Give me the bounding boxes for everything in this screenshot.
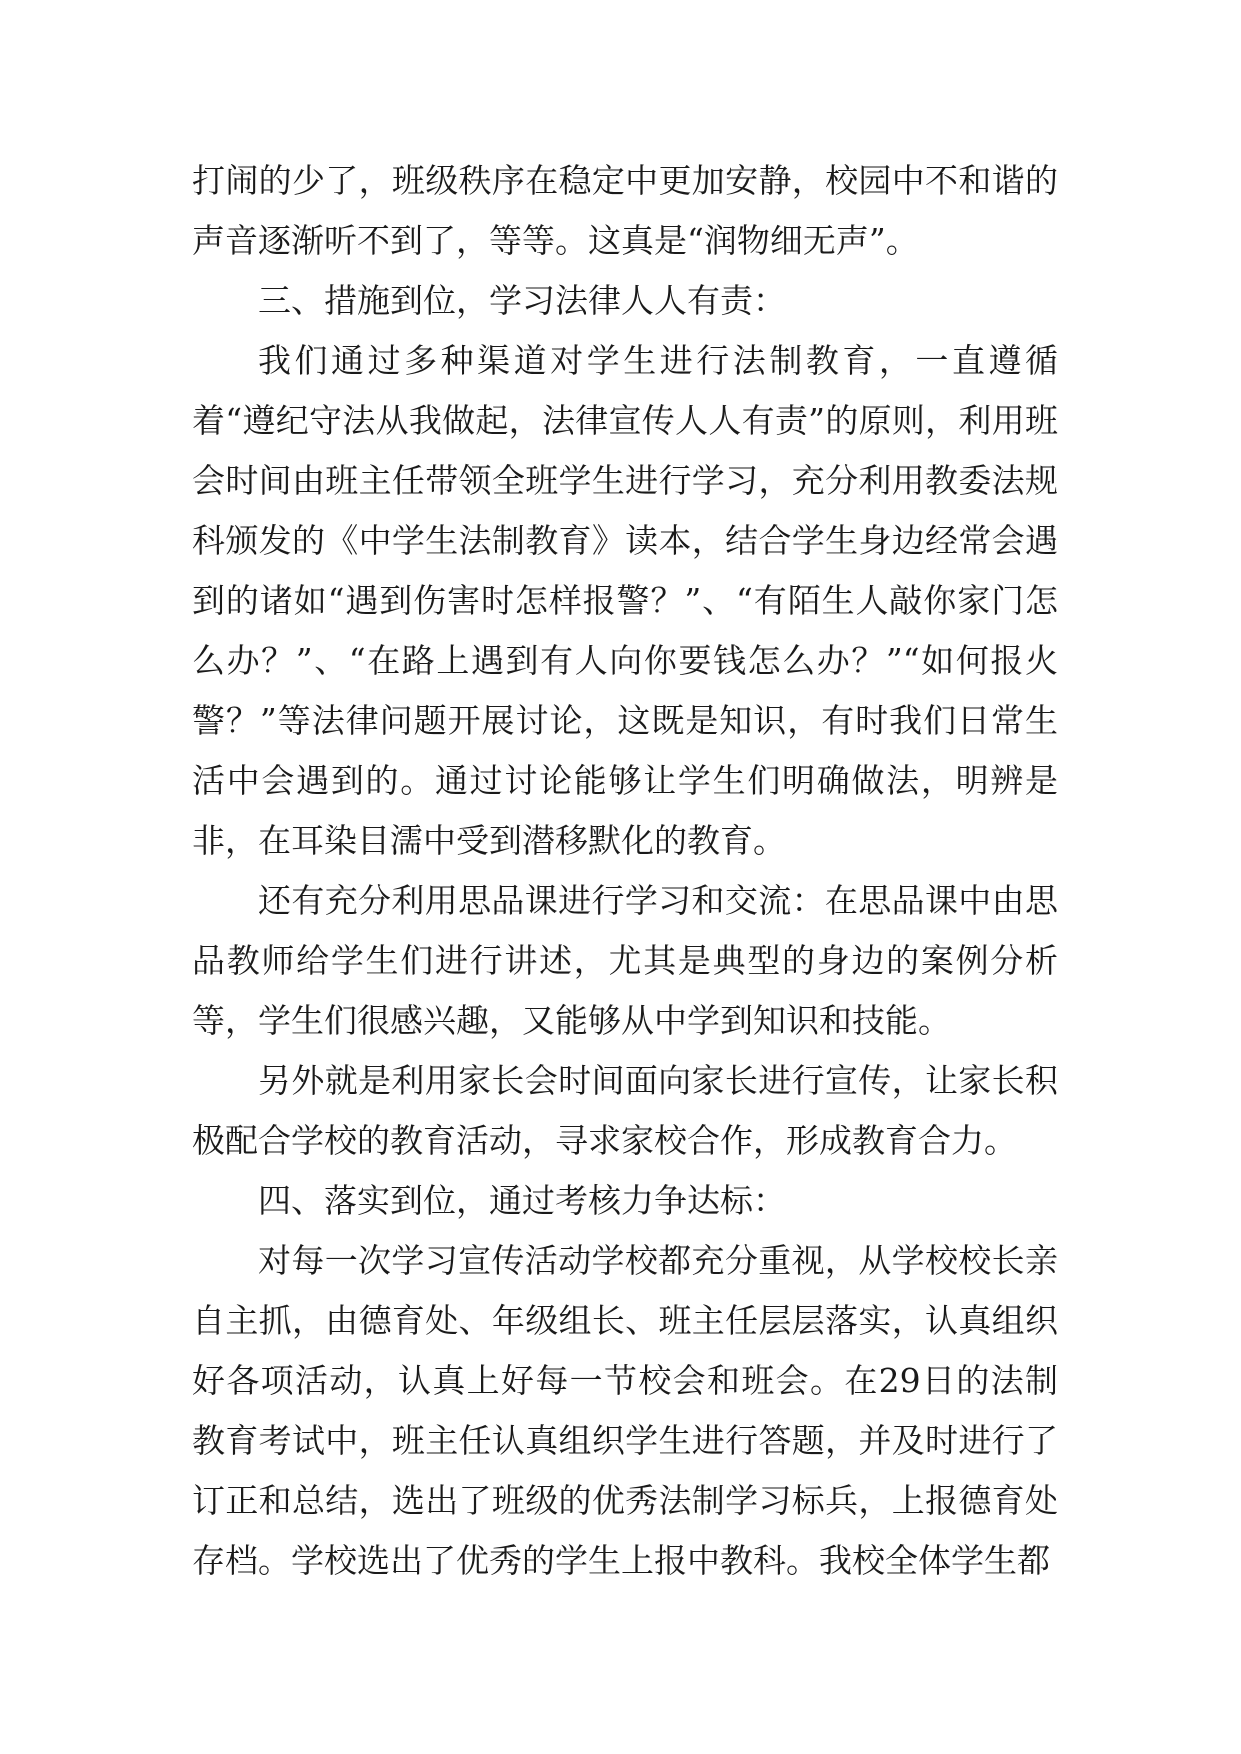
section-heading-3: 三、措施到位，学习法律人人有责：: [258, 281, 786, 320]
section-heading-4: 四、落实到位，通过考核力争达标：: [258, 1181, 786, 1220]
paragraph-ethics-class: 还有充分利用思品课进行学习和交流：在思品课中由思品教师给学生们进行讲述，尤其是典型的身边的案例分析等，学生们很感兴趣，又能够从中学到知识和技能。: [192, 881, 1058, 1040]
paragraph-continued: 打闹的少了，班级秩序在稳定中更加安静，校园中不和谐的声音逐渐听不到了，等等。这真是“润物细无声”。: [192, 161, 1058, 260]
document-body: [192, 151, 1058, 1591]
paragraph-parent-meeting: 另外就是利用家长会时间面向家长进行宣传，让家长积极配合学校的教育活动，寻求家校合作，形成教育合力。: [192, 1061, 1058, 1160]
paragraph-legal-education: 我们通过多种渠道对学生进行法制教育，一直遵循着“遵纪守法从我做起，法律宣传人人有责”的原则，利用班会时间由班主任带领全班学生进行学习，充分利用教委法规科颁发的《中学生法制教育》读本，结合学生身边经常会遇到的诸如“遇到伤害时怎样报警？”、“有陌生人敲你家门怎么办？”、“在路上遇到有人向你要钱怎么办？”“如何报火警？”等法律问题开展讨论，这既是知识，有时我们日常生活中会遇到的。通过讨论能够让学生们明确做法，明辨是非，在耳染目濡中受到潜移默化的教育。: [192, 341, 1058, 860]
paragraph-assessment: 对每一次学习宣传活动学校都充分重视，从学校校长亲自主抓，由德育处、年级组长、班主任层层落实，认真组织好各项活动，认真上好每一节校会和班会。在29日的法制教育考试中，班主任认真组织学生进行答题，并及时进行了订正和总结，选出了班级的优秀法制学习标兵，上报德育处存档。学校选出了优秀的学生上报中教科。我校全体学生都: [192, 1241, 1058, 1580]
